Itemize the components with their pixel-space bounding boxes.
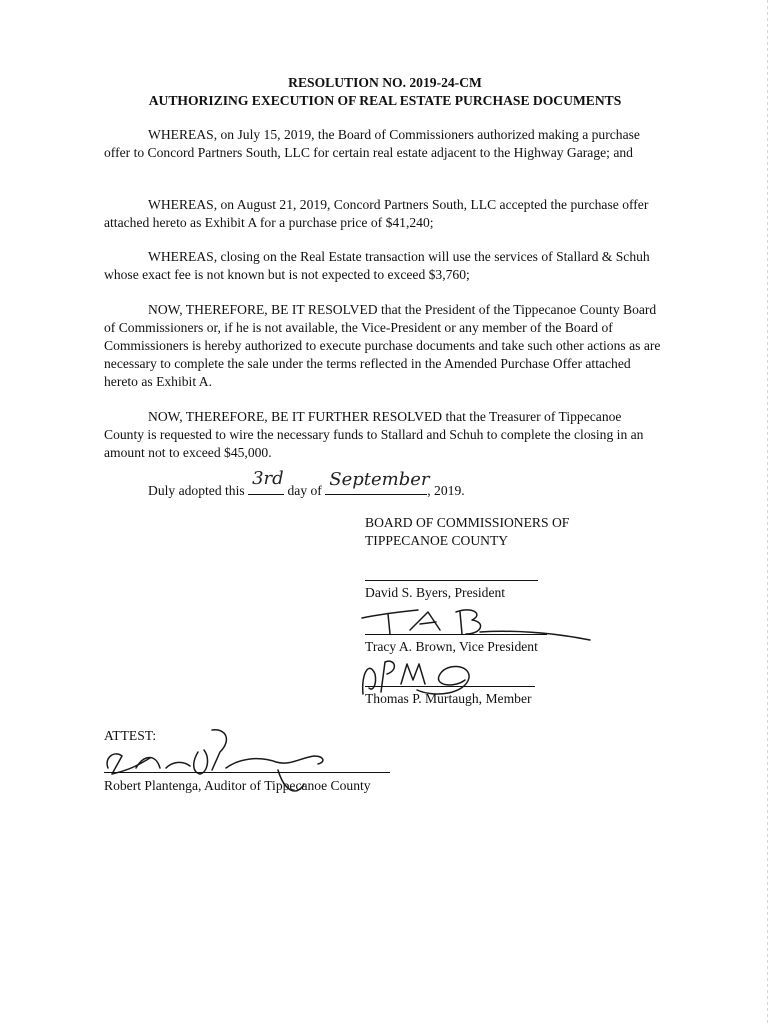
signatory-member: Thomas P. Murtaugh, Member (365, 691, 532, 706)
paragraph-resolved-1 (104, 301, 664, 391)
scan-edge (767, 0, 768, 1024)
resolution-number: RESOLUTION NO. 2019-24-CM (288, 75, 482, 90)
signatory-president: David S. Byers, President (365, 585, 506, 600)
paragraph-text: NOW, THEREFORE, BE IT FURTHER RESOLVED that the Treasurer of Tippecanoe County is requested to wire the necessary funds to Stallard and Schuh to complete the closing in an amount not to exceed $45,000. (104, 409, 644, 460)
auditor-name: Robert Plantenga, Auditor of Tippecanoe County (104, 778, 371, 793)
paragraph-whereas-1 (104, 126, 664, 162)
adoption-suffix: , 2019. (427, 483, 465, 498)
paragraph-text: WHEREAS, on July 15, 2019, the Board of Commissioners authorized making a purchase offer to Concord Partners South, LLC for certain real estate adjacent to the Highway Garage; and (104, 127, 640, 160)
paragraph-whereas-2 (104, 196, 664, 232)
adoption-middle: day of (287, 483, 322, 498)
adoption-prefix: Duly adopted this (148, 483, 245, 498)
signature-line-member (365, 686, 535, 687)
signature-line-vice-president (365, 634, 547, 635)
signature-line-president (365, 580, 538, 581)
attest-label: ATTEST: (104, 728, 157, 743)
board-heading-1: BOARD OF COMMISSIONERS OF (365, 515, 570, 530)
handwritten-day: 3rd (252, 468, 284, 489)
paragraph-text: NOW, THEREFORE, BE IT RESOLVED that the President of the Tippecanoe County Board of Commissioners or, if he is not available, the Vice-President or any member of the Board of Commissioners is hereby authorized to execute purchase documents and take such other actions as are necessary to complete the sale under the terms reflected in the Amended Purchase Offer attached hereto as Exhibit A. (104, 302, 661, 389)
paragraph-text: WHEREAS, closing on the Real Estate transaction will use the services of Stallard & Schuh whose exact fee is not known but is not expected to exceed $3,760; (104, 249, 650, 282)
month-blank (325, 469, 430, 495)
handwritten-month: September (329, 469, 430, 490)
day-blank (248, 468, 284, 495)
board-heading-2: TIPPECANOE COUNTY (365, 533, 509, 548)
signatory-vice-president: Tracy A. Brown, Vice President (365, 639, 538, 654)
paragraph-resolved-2 (104, 408, 664, 462)
signature-line-auditor (104, 772, 390, 773)
adoption-line (148, 468, 465, 500)
paragraph-text: WHEREAS, on August 21, 2019, Concord Partners South, LLC accepted the purchase offer attached hereto as Exhibit A for a purchase price of $41,240; (104, 197, 649, 230)
paragraph-whereas-3 (104, 248, 664, 284)
resolution-title: AUTHORIZING EXECUTION OF REAL ESTATE PURCHASE DOCUMENTS (148, 93, 622, 108)
